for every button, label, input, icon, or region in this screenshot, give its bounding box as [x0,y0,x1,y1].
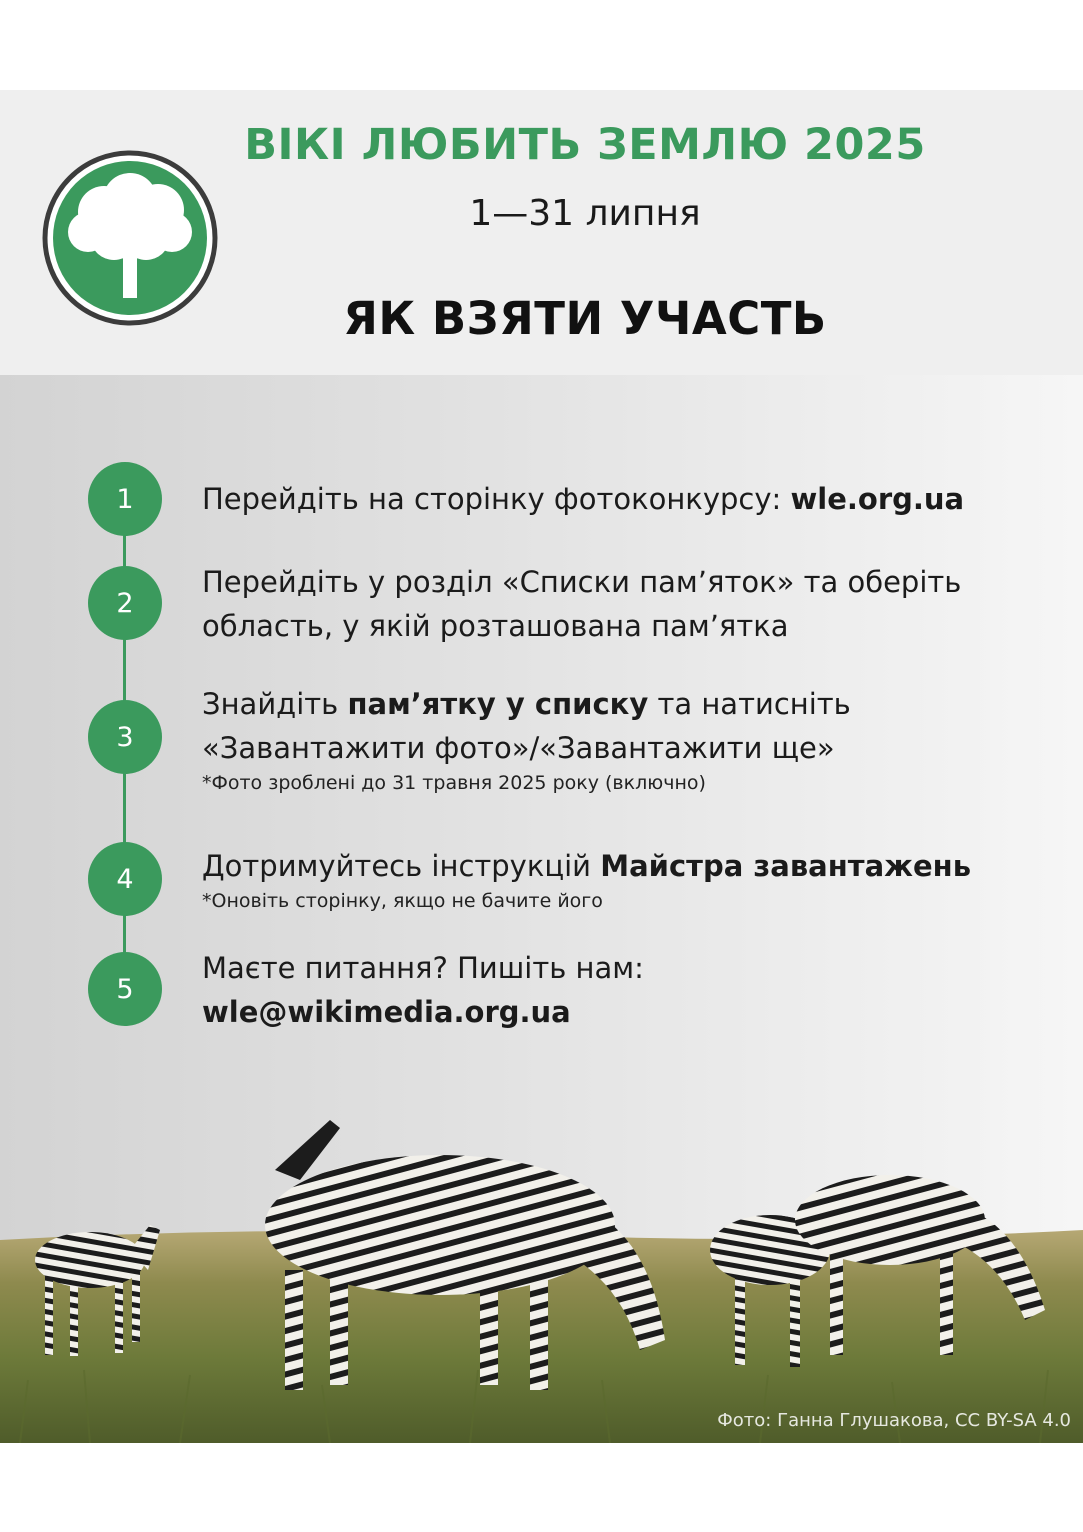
page-title: ВІКІ ЛЮБИТЬ ЗЕМЛЮ 2025 [244,120,926,170]
photo-credit: Фото: Ганна Глушакова, CC BY-SA 4.0 [717,1410,1071,1431]
step-1-label: Перейдіть на сторінку фотоконкурсу: [202,482,791,516]
step-5-text [202,946,1052,1034]
zebra-photo [0,1100,1083,1443]
step-number-5: 5 [88,952,162,1026]
step-3-label-a: Знайдіть [202,687,348,721]
contact-email-link[interactable]: wle@wikimedia.org.ua [202,995,571,1029]
step-number-3: 3 [88,700,162,774]
step-5-label: Маєте питання? Пишіть нам: [202,951,644,985]
step-4-text [202,844,1052,914]
step-1-text [202,477,1052,521]
step-3-note: *Фото зроблені до 31 травня 2025 року (включно) [202,772,706,794]
step-3-label-b: та натисніть «Завантажити фото»/«Завантажити ще» [202,687,851,765]
step-4-label: Дотримуйтесь інструкцій [202,849,601,883]
step-2-text: Перейдіть у розділ «Списки пам’яток» та оберіть область, у якій розташована пам’ятка [202,565,962,643]
page-subtitle: ЯК ВЗЯТИ УЧАСТЬ [343,292,827,345]
step-3-text [202,682,1052,796]
step-4-note: *Оновіть сторінку, якщо не бачите його [202,890,603,912]
step-number-1: 1 [88,462,162,536]
step-number-2: 2 [88,566,162,640]
step-3-bold: пам’ятку у списку [347,687,649,721]
contest-link[interactable]: wle.org.ua [790,482,965,516]
step-number-4: 4 [88,842,162,916]
step-4-bold: Майстра завантажень [600,849,972,883]
event-dates: 1—31 липня [469,193,701,234]
